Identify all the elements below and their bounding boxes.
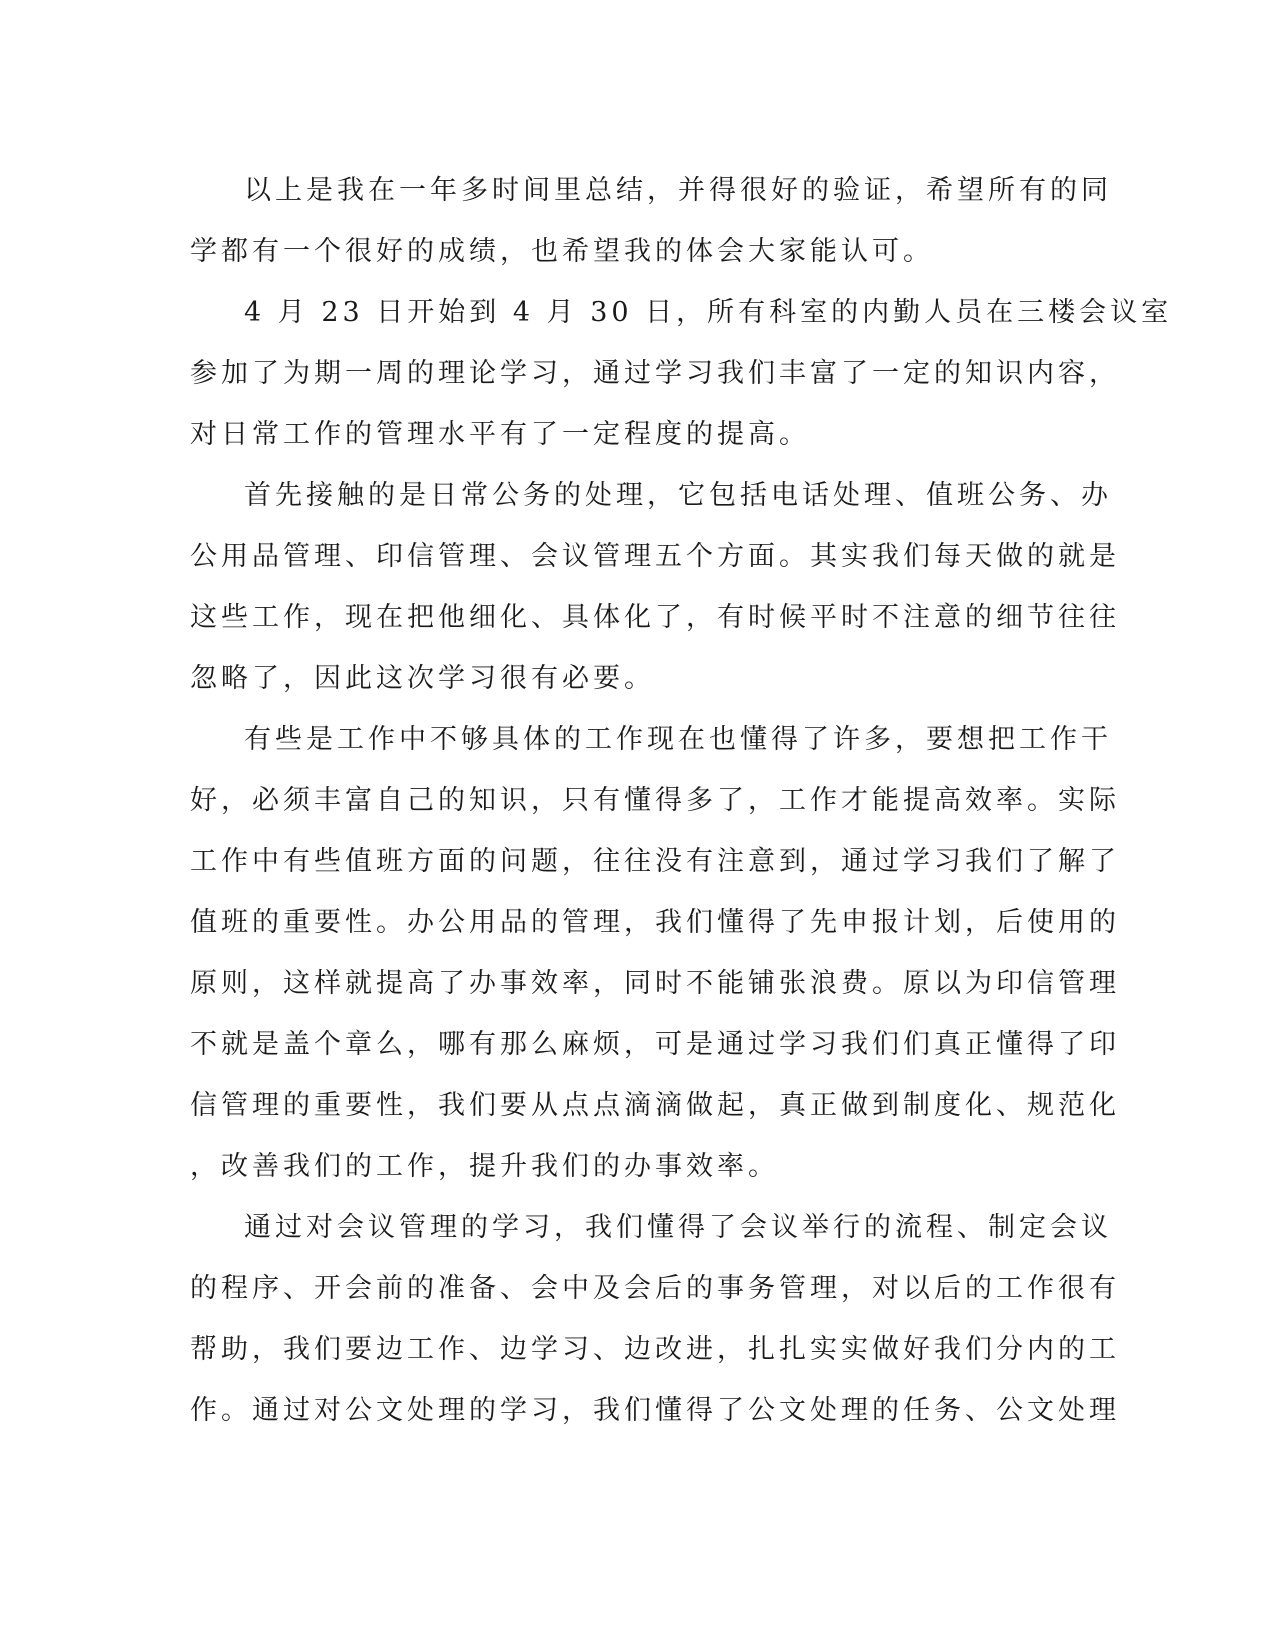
text-line: 4 月 23 日开始到 4 月 30 日，所有科室的内勤人员在三楼会议室 xyxy=(244,297,1173,328)
text-line: 帮助，我们要边工作、边学习、边改进，扎扎实实做好我们分内的工 xyxy=(190,1334,1120,1365)
text-line: 对日常工作的管理水平有了一定程度的提高。 xyxy=(190,419,810,450)
document-body xyxy=(190,160,1173,1441)
text-line: 值班的重要性。办公用品的管理，我们懂得了先申报计划，后使用的 xyxy=(190,907,1120,938)
text-line: 首先接触的是日常公务的处理，它包括电话处理、值班公务、办 xyxy=(244,480,1112,511)
text-line: 工作中有些值班方面的问题，往往没有注意到，通过学习我们了解了 xyxy=(190,846,1120,877)
text-line: 不就是盖个章么，哪有那么麻烦，可是通过学习我们们真正懂得了印 xyxy=(190,1029,1120,1060)
paragraph-4 xyxy=(190,709,1120,1197)
paragraph-5 xyxy=(190,1197,1120,1441)
text-line: 公用品管理、印信管理、会议管理五个方面。其实我们每天做的就是 xyxy=(190,541,1120,572)
text-line: 忽略了，因此这次学习很有必要。 xyxy=(190,663,655,694)
text-line: ，改善我们的工作，提升我们的办事效率。 xyxy=(190,1151,779,1182)
paragraph-3 xyxy=(190,465,1120,709)
text-line: 学都有一个很好的成绩，也希望我的体会大家能认可。 xyxy=(190,236,934,267)
text-line: 这些工作，现在把他细化、具体化了，有时候平时不注意的细节往往 xyxy=(190,602,1120,633)
text-line: 信管理的重要性，我们要从点点滴滴做起，真正做到制度化、规范化 xyxy=(190,1090,1120,1121)
text-line: 作。通过对公文处理的学习，我们懂得了公文处理的任务、公文处理 xyxy=(190,1395,1120,1426)
paragraph-2 xyxy=(190,282,1173,465)
text-line: 好，必须丰富自己的知识，只有懂得多了，工作才能提高效率。实际 xyxy=(190,785,1120,816)
text-line: 以上是我在一年多时间里总结，并得很好的验证，希望所有的同 xyxy=(244,175,1112,206)
text-line: 有些是工作中不够具体的工作现在也懂得了许多，要想把工作干 xyxy=(244,724,1112,755)
text-line: 的程序、开会前的准备、会中及会后的事务管理，对以后的工作很有 xyxy=(190,1273,1120,1304)
text-line: 原则，这样就提高了办事效率，同时不能铺张浪费。原以为印信管理 xyxy=(190,968,1120,999)
text-line: 通过对会议管理的学习，我们懂得了会议举行的流程、制定会议 xyxy=(244,1212,1112,1243)
paragraph-1 xyxy=(190,160,1112,282)
text-line: 参加了为期一周的理论学习，通过学习我们丰富了一定的知识内容， xyxy=(190,358,1120,389)
